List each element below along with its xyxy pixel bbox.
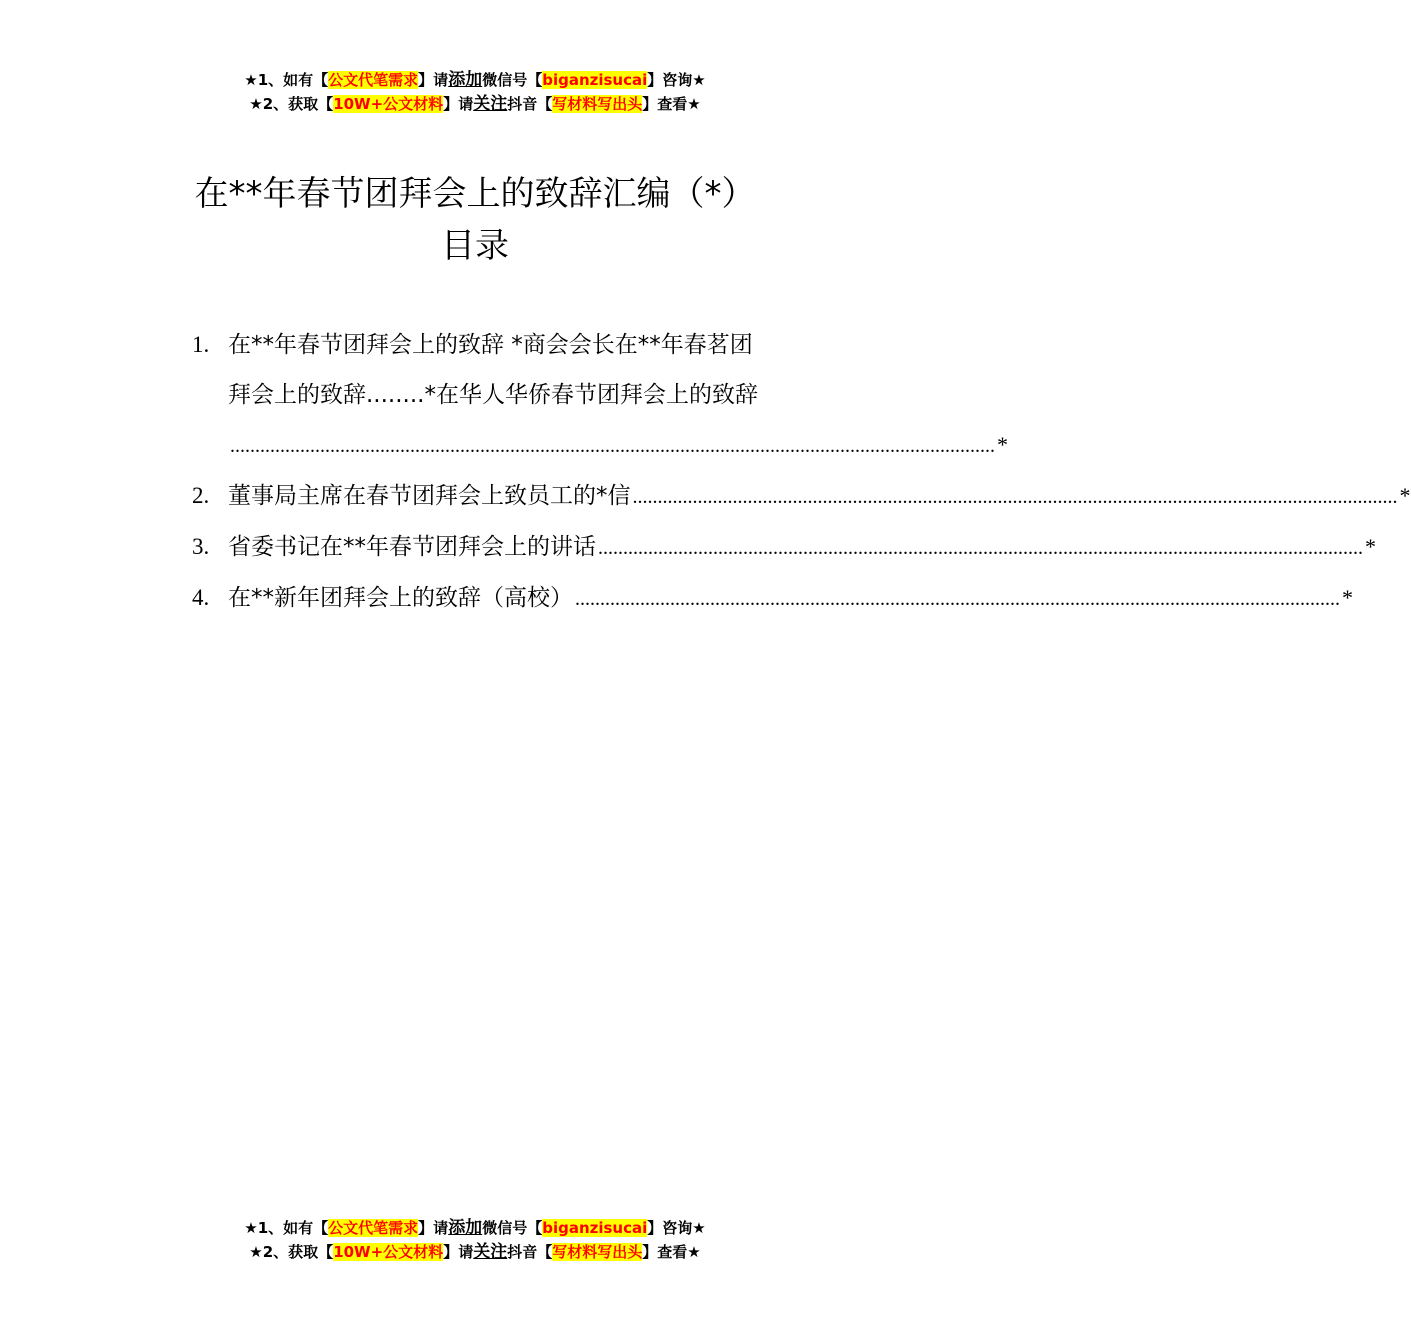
title-line: 在**年春节团拜会上的致辞汇编（*） [194,174,756,214]
banner-highlight: biganzisucai [542,1219,648,1237]
banner-text: 】咨询★ [647,71,706,89]
banner-underline: 添加 [448,1218,483,1238]
toc-page-number: * [1365,534,1376,559]
banner-text: ★1、如有【 [244,1219,329,1237]
banner-text: 抖音【 [507,1243,553,1261]
banner-underline: 添加 [448,70,483,90]
toc-item[interactable] [0,573,1353,624]
banner-text: 微信号【 [482,71,543,89]
toc-page-number: * [1399,483,1411,508]
banner-text: ★1、如有【 [244,71,329,89]
banner-text: ★2、获取【 [249,1243,334,1261]
toc-item-text: 在**年春节团拜会上的致辞 *商会会长在**年春茗团 [228,332,753,358]
table-of-contents [0,320,1411,624]
banner-highlight: 公文代笔需求 [328,1219,419,1237]
document-title [0,168,950,272]
banner-line-2 [0,1240,950,1264]
toc-item[interactable] [0,522,1376,573]
toc-page-number: * [997,432,1008,457]
dot-leader: ......................................................................................................................................................... [230,435,995,457]
banner-line-1 [0,1216,950,1240]
banner-highlight: biganzisucai [542,71,648,89]
banner-highlight: 10W+公文材料 [333,95,444,113]
banner-text: 抖音【 [507,95,553,113]
toc-item-text: 在**新年团拜会上的致辞（高校） [228,585,573,611]
banner-underline: 关注 [473,94,508,114]
banner-underline: 关注 [473,1242,508,1262]
banner-highlight: 写材料写出头 [552,1243,643,1261]
banner-text: 】请 [443,1243,474,1261]
banner-text: 】请 [443,95,474,113]
toc-item-number: 2. [192,483,210,508]
toc-item-number: 4. [192,585,210,610]
toc-page-number: * [1342,585,1353,610]
banner-text: 】咨询★ [647,1219,706,1237]
toc-item-text: 拜会上的致辞........*在华人华侨春节团拜会上的致辞 [228,382,758,408]
banner-highlight: 10W+公文材料 [333,1243,444,1261]
footer-banner [0,1216,950,1264]
banner-highlight: 写材料写出头 [552,95,643,113]
banner-text: 】查看★ [642,1243,701,1261]
dot-leader: ......................................................................................................................................................... [575,588,1340,610]
banner-line-2 [0,92,950,116]
banner-text: 】请 [418,71,449,89]
toc-heading: 目录 [441,226,509,266]
toc-item-number: 3. [192,534,210,559]
banner-text: ★2、获取【 [249,95,334,113]
banner-line-1 [0,68,950,92]
banner-text: 】查看★ [642,95,701,113]
toc-item-number: 1. [192,332,210,357]
dot-leader: ......................................................................................................................................................... [598,537,1363,559]
banner-highlight: 公文代笔需求 [328,71,419,89]
toc-item-text: 省委书记在**年春节团拜会上的讲话 [228,534,596,560]
dot-leader: ......................................................................................................................................................... [632,486,1398,508]
toc-item-text: 董事局主席在春节团拜会上致员工的*信 [228,483,631,509]
banner-text: 】请 [418,1219,449,1237]
toc-item[interactable] [0,320,1008,471]
banner-text: 微信号【 [482,1219,543,1237]
toc-item[interactable] [0,471,1411,522]
header-banner [0,68,950,116]
